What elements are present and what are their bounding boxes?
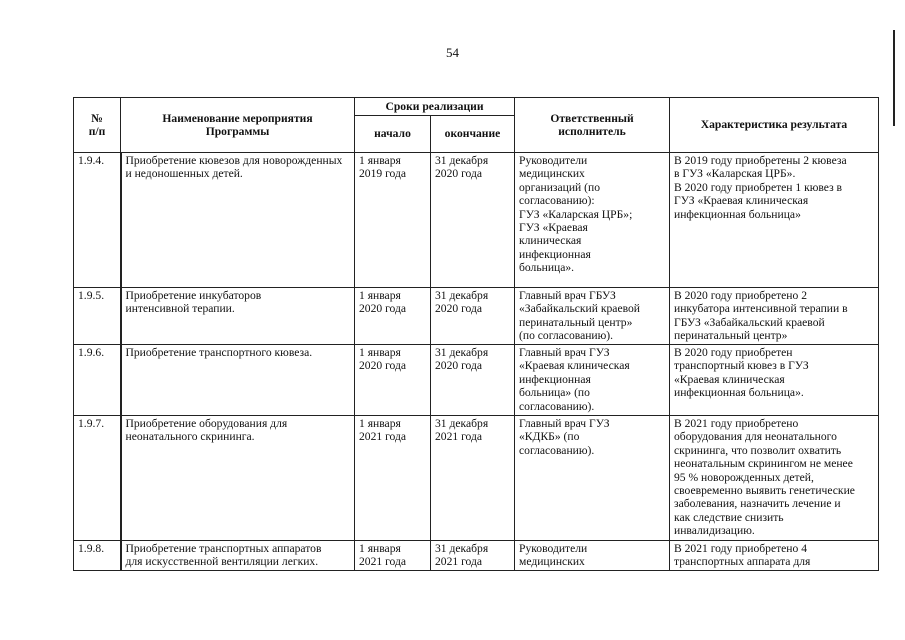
row-number: 1.9.6. — [74, 345, 121, 416]
row-activity: Приобретение инкубаторов интенсивной терапии. — [121, 288, 355, 345]
header-timing: Сроки реализации — [355, 98, 515, 116]
row-start: 1 января 2021 года — [355, 416, 431, 541]
row-activity: Приобретение транспортного кювеза. — [121, 345, 355, 416]
row-responsible: Главный врач ГБУЗ «Забайкальский краевой перинатальный центр» (по согласованию). — [515, 288, 670, 345]
header-name: Наименование мероприятия Программы — [121, 98, 355, 153]
table-row — [74, 153, 879, 288]
header-start: начало — [355, 116, 431, 153]
program-table — [73, 97, 879, 571]
header-responsible: Ответственный исполнитель — [515, 98, 670, 153]
row-end: 31 декабря 2020 года — [431, 153, 515, 288]
row-responsible: Главный врач ГУЗ «КДКБ» (по согласованию). — [515, 416, 670, 541]
row-end: 31 декабря 2021 года — [431, 416, 515, 541]
row-end: 31 декабря 2020 года — [431, 288, 515, 345]
page-number: 54 — [446, 45, 459, 60]
row-number: 1.9.5. — [74, 288, 121, 345]
row-start: 1 января 2019 года — [355, 153, 431, 288]
row-activity: Приобретение кювезов для новорожденных и недоношенных детей. — [121, 153, 355, 288]
row-responsible: Главный врач ГУЗ «Краевая клиническая инфекционная больница» (по согласованию). — [515, 345, 670, 416]
table-row — [74, 541, 879, 571]
row-result: В 2020 году приобретено 2 инкубатора интенсивной терапии в ГБУЗ «Забайкальский краевой перинатальный центр» — [670, 288, 879, 345]
row-result: В 2021 году приобретено 4 транспортных аппарата для — [670, 541, 879, 571]
row-result: В 2019 году приобретены 2 кювеза в ГУЗ «Каларская ЦРБ». В 2020 году приобретен 1 кювез в ГУЗ «Краевая клиническая инфекционная больница» — [670, 153, 879, 288]
header-row-1 — [74, 98, 879, 116]
row-activity: Приобретение оборудования для неонатального скрининга. — [121, 416, 355, 541]
header-end: окончание — [431, 116, 515, 153]
row-responsible: Руководители медицинских — [515, 541, 670, 571]
row-number: 1.9.8. — [74, 541, 121, 571]
row-start: 1 января 2020 года — [355, 288, 431, 345]
row-end: 31 декабря 2021 года — [431, 541, 515, 571]
table-row — [74, 288, 879, 345]
header-num: № п/п — [74, 98, 121, 153]
margin-mark — [893, 30, 895, 126]
row-number: 1.9.7. — [74, 416, 121, 541]
row-result: В 2020 году приобретен транспортный кювез в ГУЗ «Краевая клиническая инфекционная больница». — [670, 345, 879, 416]
row-end: 31 декабря 2020 года — [431, 345, 515, 416]
row-activity: Приобретение транспортных аппаратов для искусственной вентиляции легких. — [121, 541, 355, 571]
row-responsible: Руководители медицинских организаций (по согласованию): ГУЗ «Каларская ЦРБ»; ГУЗ «Краевая клиническая инфекционная больница». — [515, 153, 670, 288]
row-start: 1 января 2021 года — [355, 541, 431, 571]
header-result: Характеристика результата — [670, 98, 879, 153]
table-row — [74, 345, 879, 416]
row-result: В 2021 году приобретено оборудования для неонатального скрининга, что позволит охватить неонатальным скринингом не менее 95 % новорожденных детей, своевременно выявить генетические заболевания, назначить лечение и как следствие снизить инвалидизацию. — [670, 416, 879, 541]
row-number: 1.9.4. — [74, 153, 121, 288]
row-start: 1 января 2020 года — [355, 345, 431, 416]
table-row — [74, 416, 879, 541]
